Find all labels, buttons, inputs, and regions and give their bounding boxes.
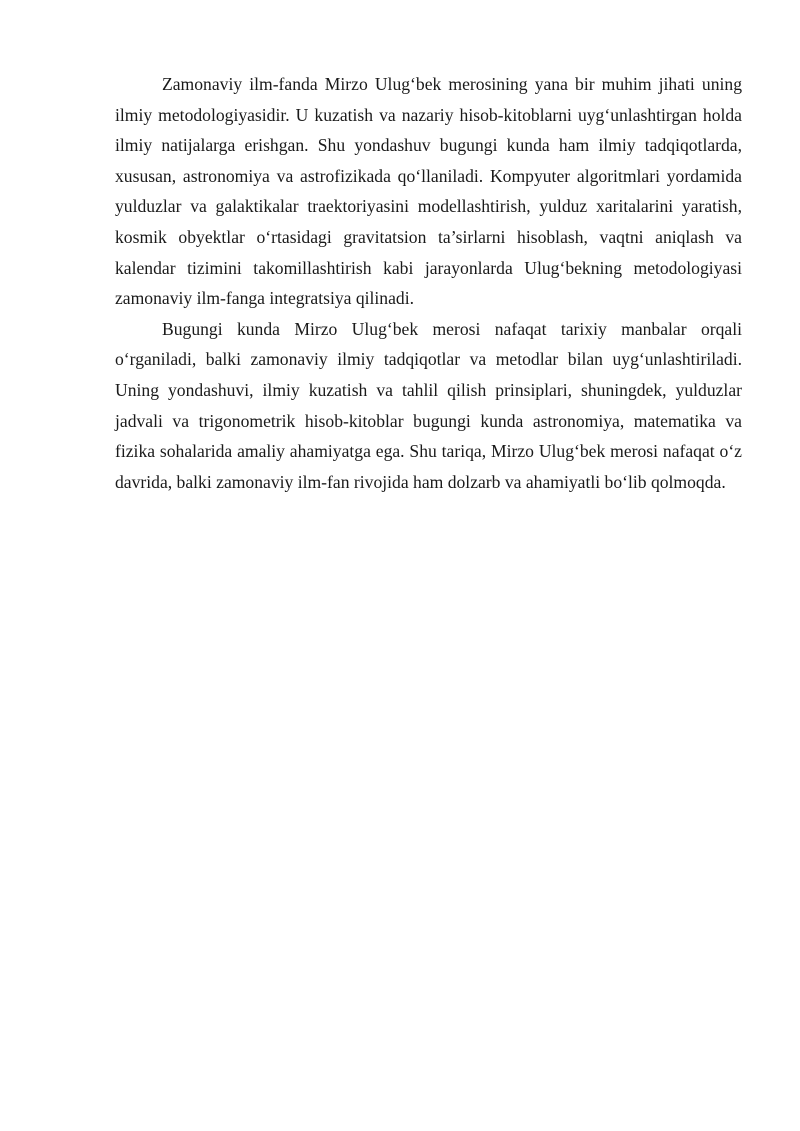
paragraph-2: Bugungi kunda Mirzo Ulug‘bek merosi nafaqat tarixiy manbalar orqali o‘rganiladi, balki zamonaviy ilmiy tadqiqotlar va metodlar bilan uyg‘unlashtiriladi. Uning yondashuvi, ilmiy kuzatish va tahlil qilish prinsiplari, shuningdek, yulduzlar jadvali va trigonometrik hisob-kitoblar bugungi kunda astronomiya, matematika va fizika sohalarida amaliy ahamiyatga ega. Shu tariqa, Mirzo Ulug‘bek merosi nafaqat o‘z davrida, balki zamonaviy ilm-fan rivojida ham dolzarb va ahamiyatli bo‘lib qolmoqda. xyxy=(115,318,742,492)
paragraph-1: Zamonaviy ilm-fanda Mirzo Ulug‘bek merosining yana bir muhim jihati uning ilmiy metodologiyasidir. U kuzatish va nazariy hisob-kitoblarni uyg‘unlashtirgan holda ilmiy natijalarga erishgan. Shu yondashuv bugungi kunda ham ilmiy tadqiqotlarda, xususan, astronomiya va astrofizikada qo‘llaniladi. Kompyuter algoritmlari yordamida yulduzlar va galaktikalar traektoriyasini modellashtirish, yulduz xaritalarini yaratish, kosmik obyektlar o‘rtasidagi gravitatsion ta’sirlarni hisoblash, vaqtni aniqlash va kalendar tizimini takomillashtirish kabi jarayonlarda Ulug‘bekning metodologiyasi zamonaviy ilm-fanga integratsiya qilinadi. xyxy=(115,74,742,309)
document-body xyxy=(115,69,742,497)
